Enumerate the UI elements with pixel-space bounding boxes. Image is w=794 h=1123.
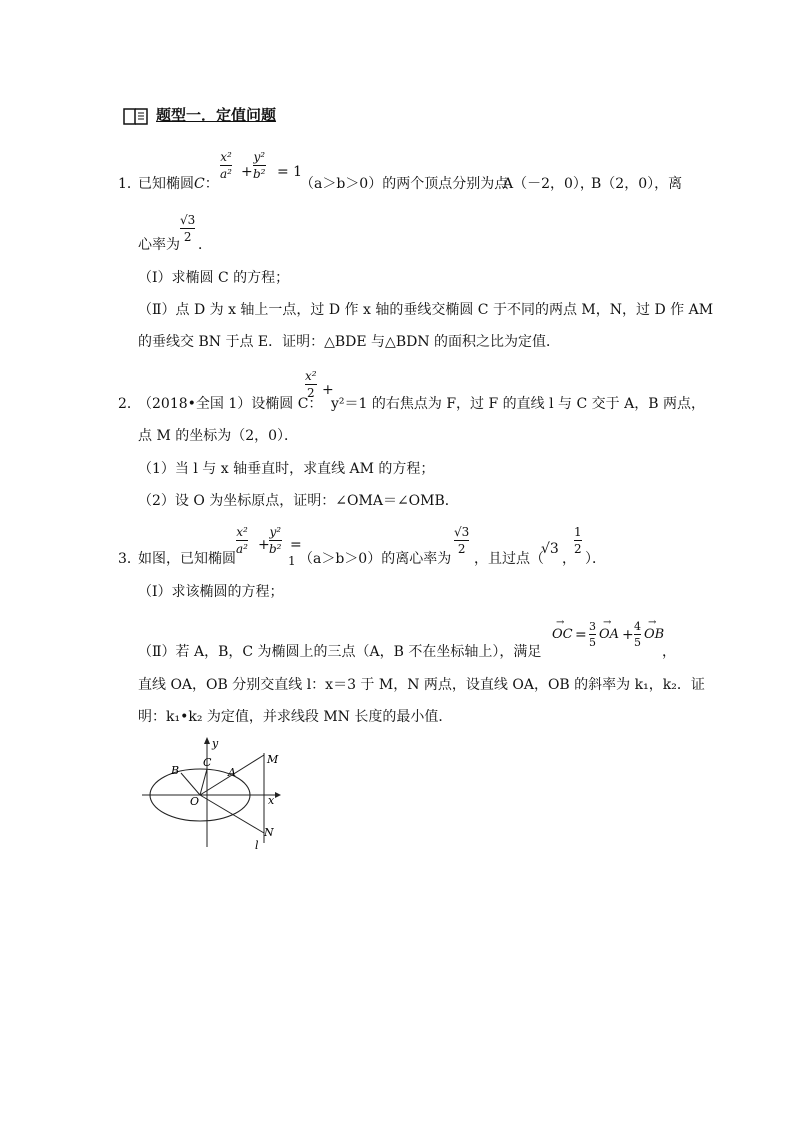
p3-question-2a: （Ⅱ）若 A，B，C 为椭圆上的三点（A，B 不在坐标轴上），满足 [138, 644, 542, 660]
p1-line2-end: ． [198, 237, 212, 253]
p1-point-a: A（－2，0）， [503, 176, 594, 192]
p3-frac-x: x² a² [236, 525, 248, 556]
p3-ecc-frac: √3 2 [454, 525, 470, 556]
p2-lead: （2018•全国 1）设椭圆 C： [138, 396, 323, 412]
p2-rest: y²＝1 的右焦点为 F，过 F 的直线 l 与 C 交于 A，B 两点， [331, 396, 705, 412]
p3-question-1: （Ⅰ）求该椭圆的方程； [138, 584, 284, 600]
p1-lead: 已知椭圆C： [138, 176, 219, 192]
p3-end: ）． [585, 551, 606, 567]
label-o: O [190, 795, 200, 808]
p3-half: 1 2 [574, 525, 582, 556]
p3-condition: （a＞b＞0）的离心率为 [299, 551, 452, 567]
label-l: l [255, 839, 259, 852]
p3-frac-y: y² b² [269, 525, 282, 556]
vec-oc: → OC [552, 617, 573, 642]
label-a: A [228, 766, 236, 779]
p1-ecc-frac: √3 2 [180, 213, 196, 244]
p3-comma: ， [562, 551, 576, 567]
vec-ob: → OB [644, 617, 665, 642]
p3-one: 1 [288, 554, 296, 568]
segment-ob [181, 773, 200, 795]
p1-question-2a: （Ⅱ）点 D 为 x 轴上一点，过 D 作 x 轴的垂线交椭圆 C 于不同的两点 M，N，过 D 作 AM [138, 302, 714, 318]
vec-frac-4-5: 4 5 [634, 620, 641, 649]
p3-plus: + [258, 537, 270, 553]
p2-line2: 点 M 的坐标为（2，0）． [138, 428, 299, 444]
book-icon [122, 106, 150, 126]
vec-oa: → OA [599, 617, 620, 642]
p3-mid: ，且过点（ [474, 551, 544, 567]
p3-number: 3． [118, 551, 141, 567]
p1-condition: （a＞b＞0）的两个顶点分别为点 [300, 176, 509, 192]
ellipse-figure [140, 735, 290, 853]
p1-frac-x: x² a² [220, 150, 232, 181]
p2-question-1: （1）当 l 与 x 轴垂直时，求直线 AM 的方程； [138, 461, 435, 477]
p1-question-1: （Ⅰ）求椭圆 C 的方程； [138, 270, 290, 286]
p2-question-2: （2）设 O 为坐标原点，证明：∠OMA＝∠OMB． [138, 493, 459, 509]
label-m: M [267, 753, 279, 766]
label-c: C [203, 756, 212, 769]
vec-frac-3-5: 3 5 [589, 620, 596, 649]
p1-rhs: = 1 [277, 164, 303, 180]
vec-comma: ， [662, 644, 676, 660]
p1-question-2b: 的垂线交 BN 于点 E．证明：△BDE 与△BDN 的面积之比为定值． [138, 334, 561, 350]
label-n: N [264, 826, 274, 839]
p2-number: 2． [118, 396, 141, 412]
vec-eq: = [575, 627, 587, 643]
p3-sqrt3: √3 [541, 541, 559, 557]
section-title: 题型一．定值问题 [156, 106, 277, 124]
vec-plus: + [622, 627, 634, 643]
p3-eq: = [290, 537, 302, 553]
label-b: B [171, 764, 180, 777]
p3-question-2c: 明：k₁•k₂ 为定值，并求线段 MN 长度的最小值． [138, 709, 453, 725]
y-axis-arrow [204, 737, 210, 744]
label-x: x [268, 794, 275, 807]
label-y: y [212, 737, 219, 750]
p3-lead: 如图，已知椭圆 [138, 551, 236, 567]
segment-on [200, 795, 264, 833]
p1-frac-y: y² b² [253, 150, 266, 181]
p1-point-b: B（2，0），离 [591, 176, 683, 192]
p1-plus: + [241, 164, 253, 180]
x-axis-arrow [275, 792, 281, 798]
p1-number: 1． [118, 176, 141, 192]
p3-question-2b: 直线 OA，OB 分别交直线 l：x＝3 于 M，N 两点，设直线 OA，OB 的斜率为 k₁，k₂．证 [138, 677, 705, 693]
p1-line2: 心率为 [138, 237, 180, 253]
p2-frac: x² 2 [305, 369, 317, 400]
p2-plus: + [322, 382, 334, 398]
